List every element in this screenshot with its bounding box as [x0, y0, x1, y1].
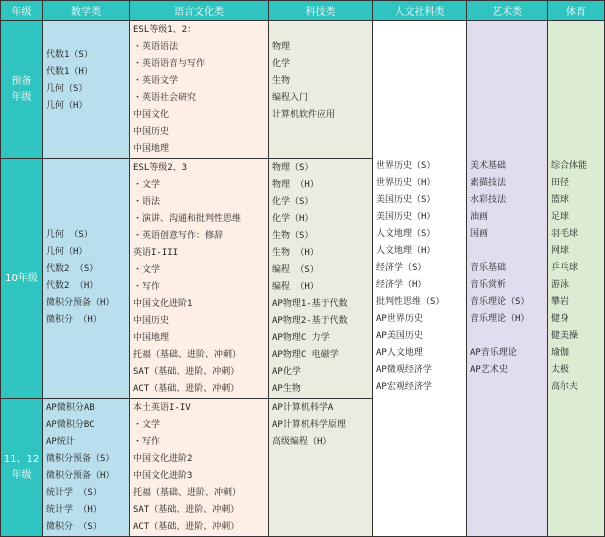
- course-item: [470, 243, 547, 260]
- course-list: [130, 21, 268, 158]
- course-list: [548, 157, 604, 396]
- course-item: 经济学（H）: [376, 280, 427, 290]
- course-item: ・语法: [133, 197, 161, 207]
- course-item: 代数1（H）: [46, 67, 93, 77]
- course-item: 羽毛球: [551, 229, 579, 239]
- course-item: 代数2 （S）: [46, 264, 99, 274]
- course-item: 健美操: [551, 331, 579, 341]
- course-item: 攀岩: [551, 297, 570, 307]
- course-item: AP音乐理论: [470, 348, 517, 358]
- cell-g10-language: [130, 159, 269, 399]
- cell-g10-science: [269, 159, 373, 399]
- course-item: AP物理2-基于代数: [272, 316, 348, 326]
- course-item: AP微积分AB: [46, 403, 95, 413]
- row-prep: [1, 21, 605, 159]
- course-item: 本土英语I-IV: [133, 403, 191, 413]
- course-item: 几何 （S）: [46, 230, 93, 240]
- course-item: 瑜伽: [551, 348, 570, 358]
- course-item: [470, 328, 547, 345]
- course-item: 物理（S）: [272, 163, 314, 173]
- course-item: 中国文化进阶2: [133, 454, 193, 464]
- course-item: 中国地理: [133, 333, 170, 343]
- course-item: 物理 （H）: [272, 180, 319, 190]
- course-item: ・英语创意写作：修辞: [133, 231, 224, 241]
- course-item: 美国历史（S）: [376, 195, 436, 205]
- course-item: 中国文化: [133, 110, 170, 120]
- course-item: AP物理1-基于代数: [272, 299, 348, 309]
- course-item: ESL等级2、3: [133, 163, 188, 173]
- header-language: 语言文化类: [130, 1, 269, 21]
- course-item: AP物理C 电磁学: [272, 350, 339, 360]
- course-list: [43, 399, 129, 536]
- course-item: 健身: [551, 314, 570, 324]
- course-item: 统计学 （H）: [46, 505, 102, 515]
- course-item: 世界历史（H）: [376, 178, 436, 188]
- course-item: 世界历史（S）: [376, 161, 436, 171]
- course-item: 微积分预备（H）: [46, 298, 115, 308]
- course-list: [130, 399, 268, 536]
- course-item: 太极: [551, 365, 570, 375]
- cell-g10-math: [43, 159, 130, 399]
- grade-1112-line1: 11、12: [3, 453, 40, 465]
- course-item: ・写作: [133, 282, 161, 292]
- course-item: ・英语语法: [133, 42, 179, 52]
- course-item: AP生物: [272, 384, 301, 394]
- header-math: 数学类: [43, 1, 130, 21]
- course-list: [43, 21, 129, 115]
- header-row: [1, 1, 605, 21]
- course-list: [130, 159, 268, 398]
- course-item: 几何（H）: [46, 101, 88, 111]
- course-item: AP统计: [46, 437, 75, 447]
- course-item: ・英语语音与写作: [133, 59, 206, 69]
- course-item: 中国文化进阶3: [133, 471, 193, 481]
- course-item: 经济学（S）: [376, 263, 427, 273]
- cell-prep-language: [130, 21, 269, 159]
- course-item: 中国历史: [133, 316, 170, 326]
- header-humanities: 人文社科类: [373, 1, 467, 21]
- course-item: 美国历史（H）: [376, 212, 436, 222]
- course-item: 网球: [551, 246, 570, 256]
- course-item: 编程入门: [272, 93, 309, 103]
- cell-arts: [467, 21, 548, 537]
- course-item: ACT（基础、进阶、冲刺）: [133, 522, 240, 532]
- header-arts: 艺术类: [467, 1, 548, 21]
- course-item: 高级编程（H）: [272, 437, 332, 447]
- course-item: AP计算机科学原理: [272, 420, 346, 430]
- course-item: 几何（S）: [46, 84, 88, 94]
- grade-prep: [1, 21, 43, 159]
- course-item: 音乐基础: [470, 263, 507, 273]
- grade-prep-line2: 年级: [11, 91, 32, 103]
- cell-prep-science: [269, 21, 373, 159]
- course-item: 素描技法: [470, 178, 507, 188]
- grade-10: 10年级: [1, 159, 43, 399]
- course-item: ・演讲、沟通和批判性思维: [133, 214, 242, 224]
- course-item: 生物: [272, 76, 291, 86]
- course-list: [269, 21, 372, 124]
- course-item: ・写作: [133, 437, 161, 447]
- course-item: 编程 （S）: [272, 265, 319, 275]
- course-item: 篮球: [551, 195, 570, 205]
- course-list: [373, 157, 466, 396]
- course-item: 人文地理（S）: [376, 229, 436, 239]
- course-item: 托福（基础、进阶、冲刺）: [133, 350, 242, 360]
- cell-g1112-math: [43, 399, 130, 537]
- course-item: 足球: [551, 212, 570, 222]
- course-item: 音乐赏析: [470, 280, 507, 290]
- cell-pe: [548, 21, 605, 537]
- cell-prep-math: [43, 21, 130, 159]
- course-item: 田径: [551, 178, 570, 188]
- course-item: 统计学 （S）: [46, 488, 102, 498]
- header-science: 科技类: [269, 1, 373, 21]
- course-item: SAT（基础、进阶、冲刺）: [133, 505, 240, 515]
- course-item: 微积分预备（S）: [46, 454, 115, 464]
- grade-prep-line1: 预备: [11, 75, 32, 87]
- cell-humanities: [373, 21, 467, 537]
- course-item: 几何（H）: [46, 247, 88, 257]
- course-item: ESL等级1、2：: [133, 25, 197, 35]
- course-item: 代数2 （H）: [46, 281, 99, 291]
- grade-11-12: [1, 399, 43, 537]
- cell-g1112-science: [269, 399, 373, 537]
- course-item: 化学（S）: [272, 197, 314, 207]
- course-item: 微积分 （H）: [46, 315, 102, 325]
- course-item: 英语I-III: [133, 248, 179, 258]
- course-item: 中国地理: [133, 144, 170, 154]
- course-item: 微积分 （S）: [46, 522, 102, 532]
- course-item: ACT（基础、进阶、冲刺）: [133, 384, 240, 394]
- course-item: 油画: [470, 212, 489, 222]
- course-item: 托福（基础、进阶、冲刺）: [133, 488, 242, 498]
- course-item: 生物（S）: [272, 231, 314, 241]
- course-item: AP美国历史: [376, 331, 423, 341]
- course-item: AP计算机科学A: [272, 403, 334, 413]
- course-list: [43, 159, 129, 329]
- course-item: 乒乓球: [551, 263, 579, 273]
- course-item: AP人文地理: [376, 348, 423, 358]
- course-item: 计算机软件应用: [272, 110, 336, 120]
- course-item: ・文学: [133, 265, 161, 275]
- course-item: AP宏观经济学: [376, 382, 432, 392]
- grade-1112-line2: 年级: [11, 469, 32, 481]
- course-item: AP微观经济学: [376, 365, 432, 375]
- course-item: 高尔夫: [551, 382, 579, 392]
- course-item: 代数1（S）: [46, 50, 93, 60]
- course-list: [269, 159, 372, 398]
- header-pe: 体育: [548, 1, 605, 21]
- course-item: 化学: [272, 59, 291, 69]
- cell-g1112-language: [130, 399, 269, 537]
- course-item: 水彩技法: [470, 195, 507, 205]
- course-item: 综合体能: [551, 161, 588, 171]
- course-item: ・文学: [133, 420, 161, 430]
- course-item: AP艺术史: [470, 365, 508, 375]
- course-item: 物理: [272, 42, 291, 52]
- course-item: 音乐理论（S）: [470, 297, 530, 307]
- course-item: 微积分预备（H）: [46, 471, 115, 481]
- course-item: 国画: [470, 229, 489, 239]
- course-item: AP微积分BC: [46, 420, 95, 430]
- course-item: 生物 （H）: [272, 248, 319, 258]
- header-grade: 年级: [1, 1, 43, 21]
- course-item: 化学（H）: [272, 214, 314, 224]
- course-item: 人文地理（H）: [376, 246, 436, 256]
- course-item: SAT（基础、进阶、冲刺）: [133, 367, 240, 377]
- course-item: ・文学: [133, 180, 161, 190]
- course-item: 美术基础: [470, 161, 507, 171]
- course-item: 游泳: [551, 280, 570, 290]
- course-item: 音乐理论（H）: [470, 314, 530, 324]
- course-item: ・英语文学: [133, 76, 179, 86]
- course-item: AP化学: [272, 367, 301, 377]
- course-item: AP世界历史: [376, 314, 423, 324]
- course-list: [269, 399, 372, 451]
- course-list: [467, 157, 547, 379]
- course-item: 编程 （H）: [272, 282, 319, 292]
- course-item: 中国文化进阶1: [133, 299, 193, 309]
- course-item: ・英语社会研究: [133, 93, 197, 103]
- course-item: 中国历史: [133, 127, 170, 137]
- course-item: 批判性思维（S）: [376, 297, 445, 307]
- course-item: AP物理C 力学: [272, 333, 330, 343]
